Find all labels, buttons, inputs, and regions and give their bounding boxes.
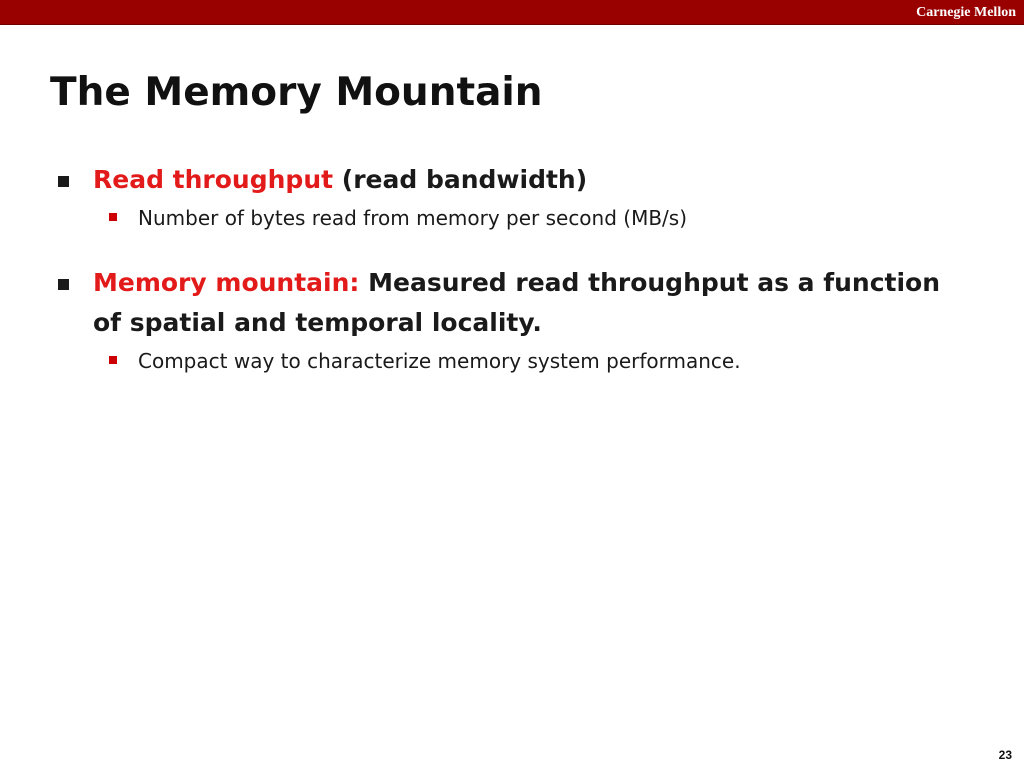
bullet-text: (read bandwidth) (333, 165, 588, 194)
sub-bullet-text: Number of bytes read from memory per second (MB/s) (138, 206, 688, 230)
sub-bullet (93, 346, 956, 376)
bullet-highlight: Read throughput (93, 165, 334, 194)
slide-title: The Memory Mountain (50, 70, 543, 115)
header-bar (0, 0, 1024, 25)
bullet-highlight: Memory mountain: (93, 268, 360, 297)
bullet-text: Measured read throughput as a function of spatial and temporal locality. (93, 268, 941, 337)
square-bullet-icon (58, 176, 69, 187)
brand-label: Carnegie Mellon (916, 5, 1016, 20)
bullet-memory-mountain (56, 263, 956, 376)
page-number: 23 (998, 748, 1012, 762)
square-sub-bullet-icon (109, 213, 117, 221)
square-sub-bullet-icon (109, 356, 117, 364)
slide-content (56, 160, 956, 376)
sub-bullet (93, 203, 956, 233)
square-bullet-icon (58, 279, 69, 290)
bullet-read-throughput (56, 160, 956, 233)
sub-bullet-text: Compact way to characterize memory system performance. (138, 349, 741, 373)
